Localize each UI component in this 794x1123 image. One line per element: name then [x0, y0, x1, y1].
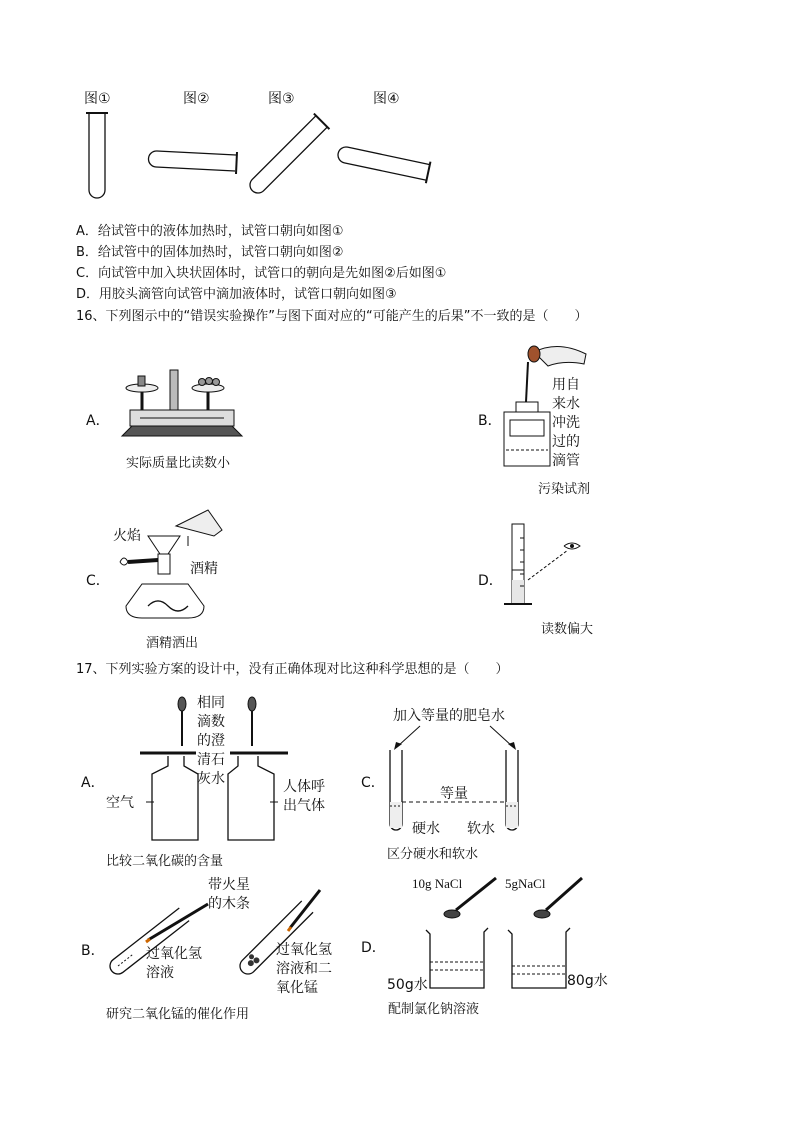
q17-b-left-line: 溶液	[146, 965, 174, 981]
q17-a-dropper-line: 清石	[197, 752, 225, 768]
graduated-cylinder-icon	[500, 520, 590, 620]
q16-b-side-line: 用自	[552, 377, 580, 393]
alcohol-lamp-icon	[118, 506, 228, 626]
q17-c-top-label: 加入等量的肥皂水	[393, 708, 505, 724]
tube-tilted-icon	[245, 114, 330, 199]
tube-vertical-icon	[86, 113, 108, 198]
q16-c-alcohol-label: 酒精	[190, 561, 218, 577]
q17-b-top-line: 带火星	[208, 877, 250, 893]
q16-d-letter: D．	[478, 573, 503, 589]
q16-stem: 16、下列图示中的“错误实验操作”与图下面对应的“可能产生的后果”不一致的是（ ）	[76, 309, 588, 324]
q16-c-letter: C．	[86, 573, 110, 589]
q17-b-right-line: 溶液和二	[276, 961, 332, 977]
q17-b-right-line: 过氧化氢	[276, 942, 332, 958]
q17-a-caption: 比较二氧化碳的含量	[106, 854, 224, 869]
q17-d-caption: 配制氯化钠溶液	[388, 1002, 480, 1017]
fig2-label: 图②	[183, 91, 210, 107]
hard-soft-water-icon	[380, 720, 540, 830]
q16-b-side-line: 滴管	[552, 453, 580, 469]
q16-b-side-line: 过的	[552, 434, 580, 450]
q17-b-right-line: 氧化锰	[276, 980, 318, 996]
q17-a-dropper-line: 灰水	[197, 771, 225, 787]
q16-c-caption: 酒精洒出	[146, 636, 199, 651]
q16-d-caption: 读数偏大	[541, 622, 594, 637]
q17-d-water2-label: 80g水	[567, 973, 608, 989]
q16-b-caption: 污染试剂	[538, 482, 591, 497]
q17-d-salt2-label: 5gNaCl	[505, 876, 546, 891]
fig1-label: 图①	[84, 91, 111, 107]
q17-b-left-label	[146, 945, 202, 983]
q15-option-b: B．给试管中的固体加热时，试管口朝向如图②	[76, 245, 344, 260]
q17-b-letter: B．	[81, 943, 105, 959]
q16-a-letter: A．	[86, 413, 110, 429]
balance-scale-icon	[112, 362, 252, 452]
q17-a-dropper-line: 的澄	[197, 733, 225, 749]
q17-a-dropper-line: 滴数	[197, 714, 225, 730]
test-tubes-illustration	[0, 0, 794, 220]
q16-b-side-text	[552, 376, 592, 471]
q17-b-top-line: 的木条	[208, 896, 250, 912]
q16-a-caption: 实际质量比读数小	[126, 456, 231, 471]
q15-option-c: C．向试管中加入块状固体时，试管口的朝向是先如图②后如图①	[76, 266, 447, 281]
q17-a-right-label	[283, 778, 325, 816]
q17-c-equal-label: 等量	[440, 786, 468, 802]
q17-c-soft-label: 软水	[467, 821, 495, 837]
q17-c-hard-label: 硬水	[412, 821, 440, 837]
q17-d-salt1-label: 10g NaCl	[412, 876, 463, 891]
q17-d-letter: D．	[361, 940, 386, 956]
q17-c-letter: C．	[361, 775, 385, 791]
q16-b-letter: B．	[478, 413, 502, 429]
q16-c-flame-label: 火焰	[113, 528, 141, 544]
q16-b-side-line: 冲洗	[552, 415, 580, 431]
q17-d-water1-label: 50g水	[387, 977, 428, 993]
q17-a-dropper-line: 相同	[197, 695, 225, 711]
q15-option-a: A．给试管中的液体加热时，试管口朝向如图①	[76, 224, 344, 239]
fig3-label: 图③	[268, 91, 295, 107]
q17-stem: 17、下列实验方案的设计中，没有正确体现对比这种科学思想的是（ ）	[76, 662, 509, 677]
q17-b-left-line: 过氧化氢	[146, 946, 202, 962]
q16-b-side-line: 来水	[552, 396, 580, 412]
q17-a-right-line: 出气体	[283, 798, 325, 814]
q17-a-letter: A．	[81, 775, 105, 791]
q17-a-right-line: 人体呼	[283, 779, 325, 795]
gas-bottles-icon	[140, 696, 340, 846]
q17-b-caption: 研究二氧化锰的催化作用	[106, 1007, 250, 1022]
q17-c-caption: 区分硬水和软水	[387, 847, 479, 862]
tube-slight-tilt-icon	[336, 143, 431, 184]
q17-b-right-label	[276, 941, 332, 998]
tube-horizontal-icon	[148, 151, 237, 174]
q17-a-left-label: 空气	[106, 795, 134, 811]
q15-option-d: D．用胶头滴管向试管中滴加液体时，试管口朝向如图③	[76, 287, 397, 302]
fig4-label: 图④	[373, 91, 400, 107]
